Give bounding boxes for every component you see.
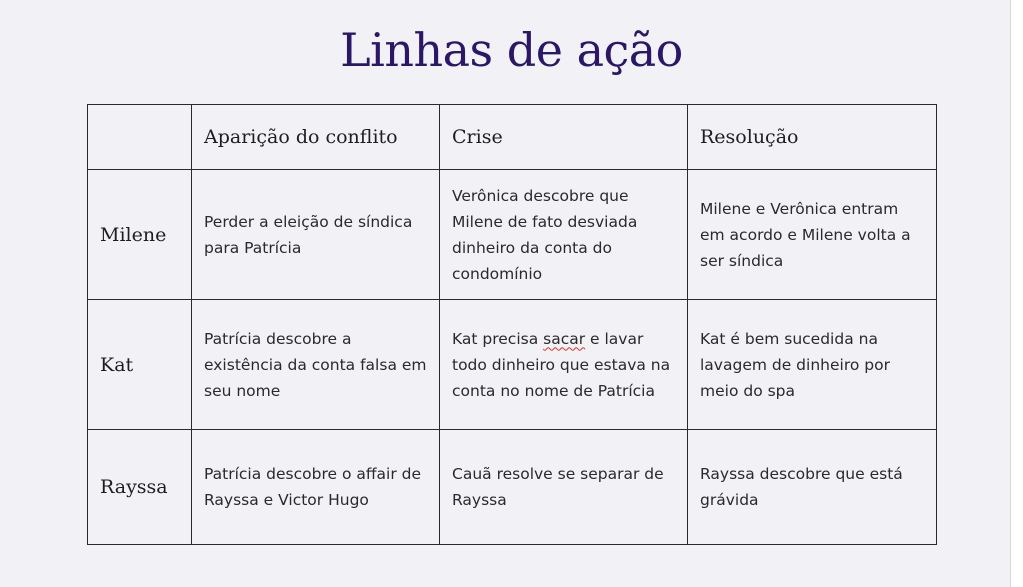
slide-title: Linhas de ação (340, 23, 683, 77)
table-row (88, 170, 937, 300)
table-row (88, 430, 937, 545)
header-cell-conflito: Aparição do conflito (192, 105, 440, 170)
plot-lines-table (87, 104, 937, 545)
window-edge (1010, 0, 1023, 587)
crise-cell (440, 300, 688, 430)
crise-cell: Cauã resolve se separar de Rayssa (440, 430, 688, 545)
row-name-cell: Rayssa (88, 430, 192, 545)
header-cell-empty (88, 105, 192, 170)
conflito-cell: Patrícia descobre a existência da conta falsa em seu nome (192, 300, 440, 430)
resolucao-cell: Milene e Verônica entram em acordo e Milene volta a ser síndica (688, 170, 937, 300)
crise-cell: Verônica descobre que Milene de fato desviada dinheiro da conta do condomínio (440, 170, 688, 300)
table-row (88, 300, 937, 430)
crise-text-before: Kat precisa (452, 329, 544, 348)
conflito-cell: Patrícia descobre o affair de Rayssa e Victor Hugo (192, 430, 440, 545)
crise-text-after: e lavar todo dinheiro que estava na conta no nome de Patrícia (452, 329, 671, 400)
header-cell-resolucao: Resolução (688, 105, 937, 170)
table-header-row (88, 105, 937, 170)
row-name-cell: Kat (88, 300, 192, 430)
resolucao-cell: Kat é bem sucedida na lavagem de dinheiro por meio do spa (688, 300, 937, 430)
conflito-cell: Perder a eleição de síndica para Patrícia (192, 170, 440, 300)
row-name-cell: Milene (88, 170, 192, 300)
resolucao-cell: Rayssa descobre que está grávida (688, 430, 937, 545)
spellcheck-flagged-word: sacar (543, 329, 586, 348)
header-cell-crise: Crise (440, 105, 688, 170)
